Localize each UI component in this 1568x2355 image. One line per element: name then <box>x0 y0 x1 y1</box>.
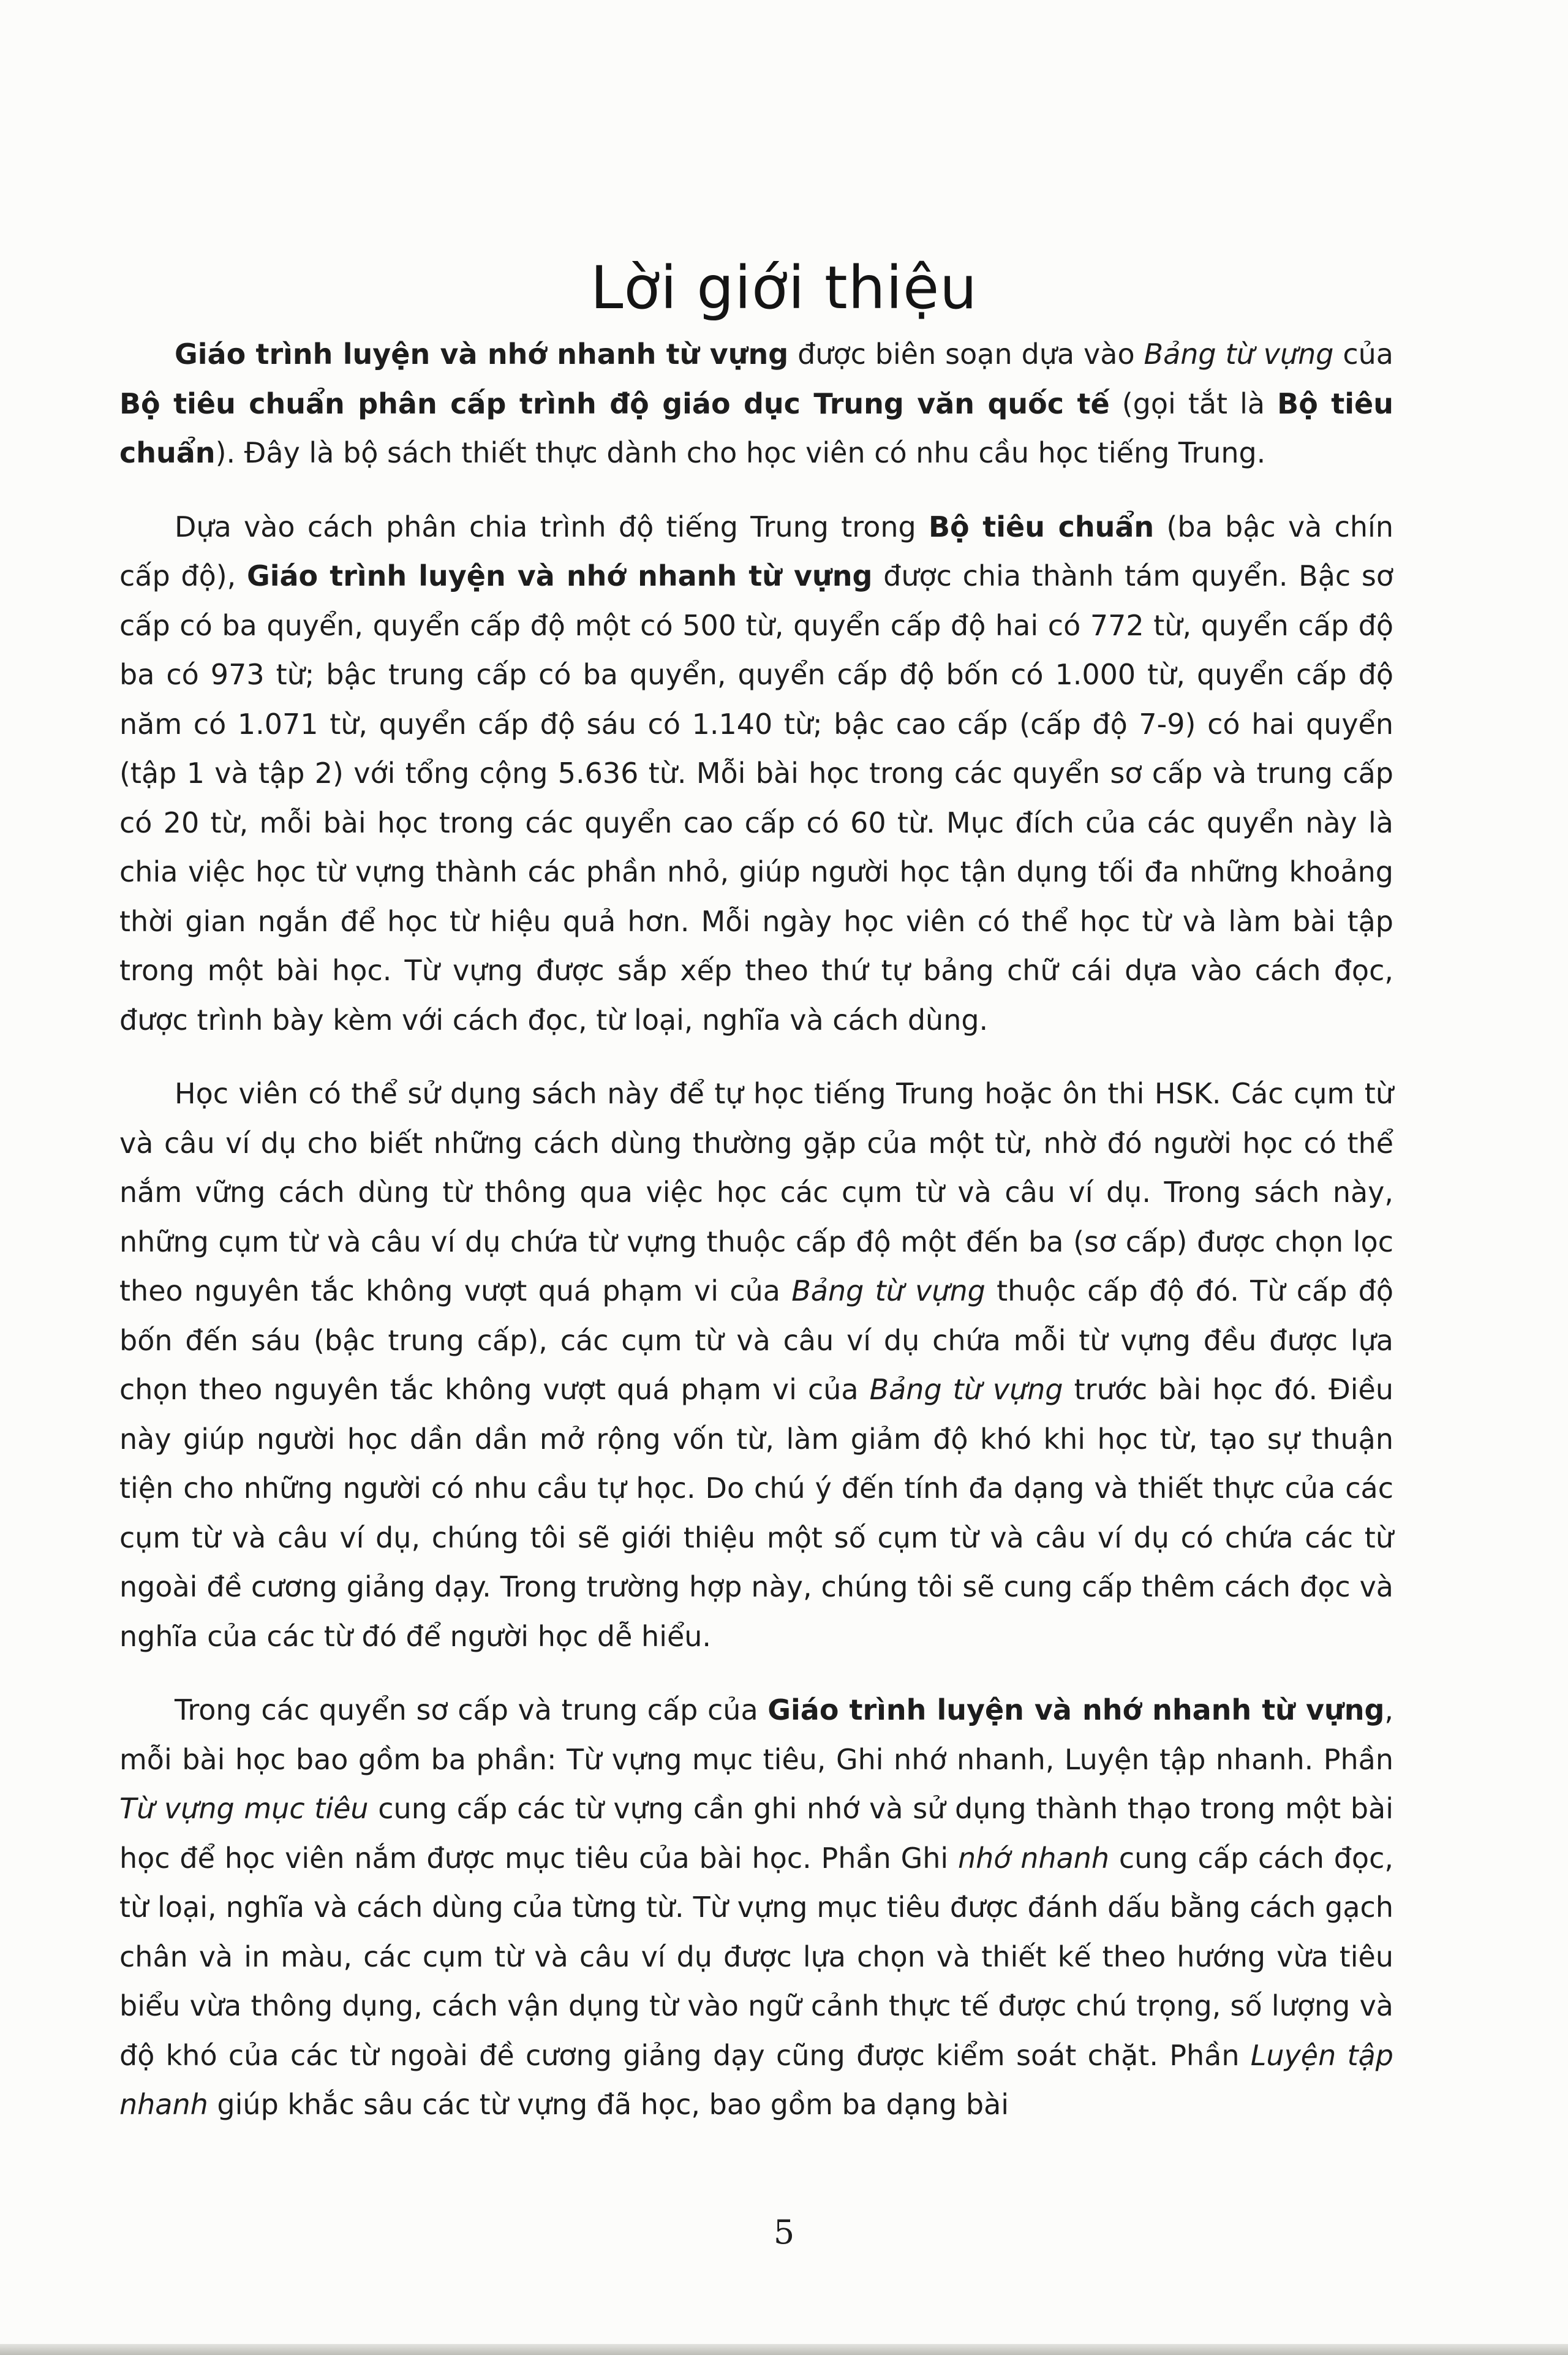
paragraph-1 <box>119 330 1393 478</box>
standard-short-bold: Bộ tiêu chuẩn <box>928 510 1155 543</box>
text-span: (gọi tắt là <box>1109 387 1278 420</box>
text-span: , mỗi bài học bao gồm ba phần: Từ vựng mục tiêu, Ghi nhớ nhanh, Luyện tập nhanh. Phần <box>119 1693 1393 1776</box>
text-span: cung cấp các từ vựng cần ghi nhớ và sử dụng thành thạo trong một bài học để học viên nắm được mục tiêu của bài học. Phần Ghi <box>119 1792 1393 1875</box>
text-span: thuộc cấp độ đó. Từ cấp độ bốn đến sáu (bậc trung cấp), các cụm từ và câu ví dụ chứa mỗi từ vựng đều được lựa chọn theo nguyên tắc không vượt quá phạm vi của <box>119 1274 1394 1406</box>
scan-edge <box>0 2344 1568 2355</box>
vocab-table-italic: Bảng từ vựng <box>1144 338 1334 371</box>
paragraph-4 <box>119 1685 1393 2130</box>
text-span: Học viên có thể sử dụng sách này để tự học tiếng Trung hoặc ôn thi HSK. Các cụm từ và câu ví dụ cho biết những cách dùng thường gặp của một từ, nhờ đó người học có thể nắm vững cách dùng từ thông qua việc học các cụm từ và câu ví dụ. Trong sách này, những cụm từ và câu ví dụ chứa từ vựng thuộc cấp độ một đến ba (sơ cấp) được chọn lọc theo nguyên tắc không vượt quá phạm vi của <box>119 1077 1393 1307</box>
text-span: của <box>1333 338 1393 371</box>
section-name-italic: nhớ nhanh <box>958 1841 1110 1875</box>
text-span: được chia thành tám quyển. Bậc sơ cấp có ba quyển, quyển cấp độ một có 500 từ, quyển cấp độ hai có 772 từ, quyển cấp độ ba có 973 từ; bậc trung cấp có ba quyển, quyển cấp độ bốn có 1.000 từ, quyển cấp độ năm có 1.071 từ, quyển cấp độ sáu có 1.140 từ; bậc cao cấp (cấp độ 7-9) có hai quyển (tập 1 và tập 2) với tổng cộng 5.636 từ. Mỗi bài học trong các quyển sơ cấp và trung cấp có 20 từ, mỗi bài học trong các quyển cao cấp có 60 từ. Mục đích của các quyển này là chia việc học từ vựng thành các phần nhỏ, giúp người học tận dụng tối đa những khoảng thời gian ngắn để học từ hiệu quả hơn. Mỗi ngày học viên có thể học từ và làm bài tập trong một bài học. Từ vựng được sắp xếp theo thứ tự bảng chữ cái dựa vào cách đọc, được trình bày kèm với cách đọc, từ loại, nghĩa và cách dùng. <box>119 559 1394 1037</box>
text-span: Dựa vào cách phân chia trình độ tiếng Trung trong <box>175 510 929 543</box>
text-span: trước bài học đó. Điều này giúp người học dần dần mở rộng vốn từ, làm giảm độ khó khi học từ, tạo sự thuận tiện cho những người có nhu cầu tự học. Do chú ý đến tính đa dạng và thiết thực của các cụm từ và câu ví dụ, chúng tôi sẽ giới thiệu một số cụm từ và câu ví dụ có chứa các từ ngoài đề cương giảng dạy. Trong trường hợp này, chúng tôi sẽ cung cấp thêm cách đọc và nghĩa của các từ đó để người học dễ hiểu. <box>119 1373 1393 1653</box>
text-span: được biên soạn dựa vào <box>788 338 1144 371</box>
standard-short-bold: Bộ tiêu chuẩn <box>119 387 1393 469</box>
text-span: (ba bậc và chín cấp độ), <box>119 510 1393 592</box>
section-name-italic: Luyện tập nhanh <box>119 2038 1393 2121</box>
text-span: Trong các quyển sơ cấp và trung cấp của <box>175 1693 768 1726</box>
book-title-bold: Giáo trình luyện và nhớ nhanh từ vựng <box>246 559 873 592</box>
text-span: cung cấp cách đọc, từ loại, nghĩa và cách dùng của từng từ. Từ vựng mục tiêu được đánh dấu bằng cách gạch chân và in màu, các cụm từ và câu ví dụ được lựa chọn và thiết kế theo hướng vừa tiêu biểu vừa thông dụng, cách vận dụng từ vào ngữ cảnh thực tế được chú trọng, số lượng và độ khó của các từ ngoài đề cương giảng dạy cũng được kiểm soát chặt. Phần <box>119 1841 1393 2072</box>
book-title-bold: Giáo trình luyện và nhớ nhanh từ vựng <box>767 1693 1385 1726</box>
vocab-table-italic: Bảng từ vựng <box>791 1274 986 1307</box>
paragraph-3 <box>119 1069 1393 1661</box>
section-name-italic: Từ vựng mục tiêu <box>119 1792 369 1825</box>
book-title-bold: Giáo trình luyện và nhớ nhanh từ vựng <box>175 338 789 371</box>
paragraph-2 <box>119 502 1393 1045</box>
body-text <box>119 330 1393 2154</box>
page-number: 5 <box>773 2213 795 2251</box>
text-span: ). Đây là bộ sách thiết thực dành cho học viên có nhu cầu học tiếng Trung. <box>215 436 1266 469</box>
vocab-table-italic: Bảng từ vựng <box>869 1373 1063 1406</box>
standard-name-bold: Bộ tiêu chuẩn phân cấp trình độ giáo dục Trung văn quốc tế <box>119 387 1110 420</box>
page-title: Lời giới thiệu <box>590 254 978 323</box>
text-span: giúp khắc sâu các từ vựng đã học, bao gồm ba dạng bài <box>208 2088 1009 2121</box>
